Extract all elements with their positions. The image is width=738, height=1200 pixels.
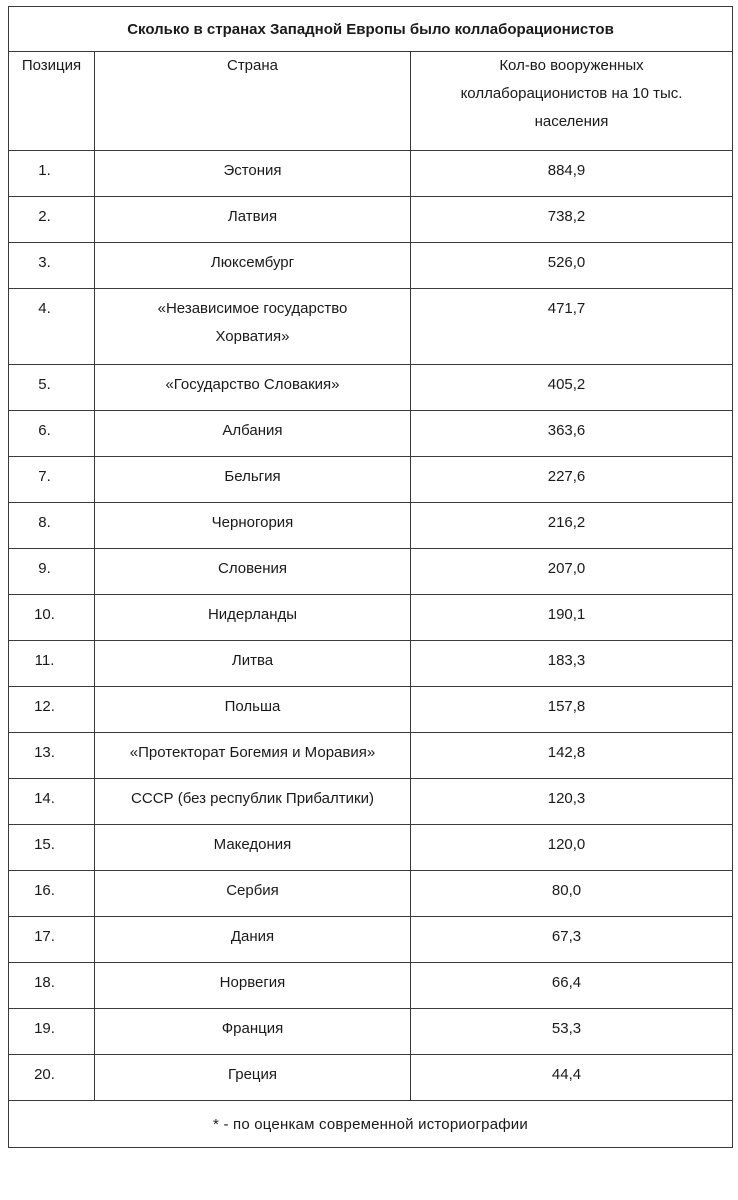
row-value: 44,4 [411, 1055, 733, 1101]
row-position: 10. [9, 595, 95, 641]
footnote: * - по оценкам современной историографии [9, 1101, 733, 1148]
header-quantity-text: Кол-во вооруженных коллаборационистов на 10 тыс. населения [460, 57, 683, 130]
row-value: 120,0 [411, 825, 733, 871]
table-row [9, 365, 733, 411]
header-country: Страна [95, 52, 411, 151]
table-row [9, 549, 733, 595]
title-row [9, 7, 733, 52]
row-country: Литва [95, 641, 411, 687]
row-value: 526,0 [411, 243, 733, 289]
row-country: Албания [95, 411, 411, 457]
row-position: 1. [9, 151, 95, 197]
table-row [9, 503, 733, 549]
row-country: Дания [95, 917, 411, 963]
row-position: 3. [9, 243, 95, 289]
row-country: Македония [95, 825, 411, 871]
row-value: 120,3 [411, 779, 733, 825]
table-row [9, 825, 733, 871]
row-value: 884,9 [411, 151, 733, 197]
row-value: 738,2 [411, 197, 733, 243]
row-value: 183,3 [411, 641, 733, 687]
row-country: Греция [95, 1055, 411, 1101]
row-value: 142,8 [411, 733, 733, 779]
row-position: 14. [9, 779, 95, 825]
row-country: Сербия [95, 871, 411, 917]
table-row [9, 243, 733, 289]
table-row [9, 1009, 733, 1055]
table-row [9, 733, 733, 779]
row-value: 80,0 [411, 871, 733, 917]
row-position: 11. [9, 641, 95, 687]
row-value: 227,6 [411, 457, 733, 503]
row-position: 8. [9, 503, 95, 549]
table-row [9, 963, 733, 1009]
table-row [9, 779, 733, 825]
collaborators-table-container [8, 6, 732, 1148]
table-row [9, 595, 733, 641]
row-position: 7. [9, 457, 95, 503]
table-row [9, 151, 733, 197]
footnote-row [9, 1101, 733, 1148]
row-country: Словения [95, 549, 411, 595]
row-position: 15. [9, 825, 95, 871]
header-row [9, 52, 733, 151]
row-position: 17. [9, 917, 95, 963]
row-country [95, 289, 411, 365]
table-row [9, 289, 733, 365]
table-row [9, 641, 733, 687]
row-country: Латвия [95, 197, 411, 243]
row-position: 13. [9, 733, 95, 779]
row-value: 363,6 [411, 411, 733, 457]
row-value: 216,2 [411, 503, 733, 549]
row-value: 66,4 [411, 963, 733, 1009]
row-country: Норвегия [95, 963, 411, 1009]
row-country: Польша [95, 687, 411, 733]
row-country: Эстония [95, 151, 411, 197]
row-position: 9. [9, 549, 95, 595]
row-country: СССР (без республик Прибалтики) [95, 779, 411, 825]
collaborators-table [8, 6, 733, 1148]
header-quantity [411, 52, 733, 151]
table-row [9, 457, 733, 503]
row-value: 53,3 [411, 1009, 733, 1055]
row-position: 19. [9, 1009, 95, 1055]
row-country: Черногория [95, 503, 411, 549]
row-value: 207,0 [411, 549, 733, 595]
row-country: «Государство Словакия» [95, 365, 411, 411]
row-country: «Протекторат Богемия и Моравия» [95, 733, 411, 779]
row-position: 20. [9, 1055, 95, 1101]
row-country-text: «Независимое государство Хорватия» [157, 300, 348, 345]
row-country: Бельгия [95, 457, 411, 503]
table-row [9, 197, 733, 243]
row-position: 5. [9, 365, 95, 411]
row-country: Люксембург [95, 243, 411, 289]
table-row [9, 411, 733, 457]
row-value: 67,3 [411, 917, 733, 963]
row-position: 18. [9, 963, 95, 1009]
table-row [9, 871, 733, 917]
table-row [9, 1055, 733, 1101]
row-value: 157,8 [411, 687, 733, 733]
row-country: Франция [95, 1009, 411, 1055]
table-title: Сколько в странах Западной Европы было коллаборационистов [9, 7, 733, 52]
table-row [9, 687, 733, 733]
row-value: 190,1 [411, 595, 733, 641]
row-position: 4. [9, 289, 95, 365]
row-position: 16. [9, 871, 95, 917]
row-country: Нидерланды [95, 595, 411, 641]
row-position: 12. [9, 687, 95, 733]
table-row [9, 917, 733, 963]
row-position: 6. [9, 411, 95, 457]
header-position: Позиция [9, 52, 95, 151]
row-value: 405,2 [411, 365, 733, 411]
row-position: 2. [9, 197, 95, 243]
row-value: 471,7 [411, 289, 733, 365]
